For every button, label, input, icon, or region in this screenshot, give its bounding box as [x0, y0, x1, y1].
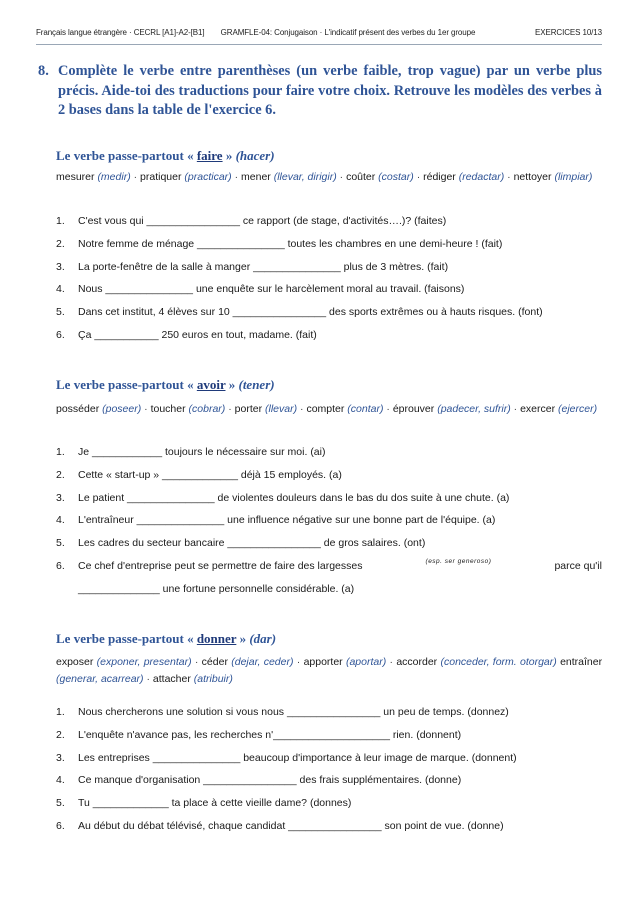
- list-item: 2. Notre femme de ménage _______________ toutes les chambres en une demi-heure ! (fait): [56, 237, 503, 250]
- vocab-translation: (cobrar): [188, 403, 226, 415]
- vocab-word: rédiger: [423, 171, 456, 183]
- vocab-word: attacher: [152, 673, 191, 685]
- vocab-translation: (dejar, ceder): [231, 656, 294, 668]
- item-text: Je ____________ toujours le nécessaire sur moi. (ai): [78, 446, 326, 458]
- item-text: Les entreprises _______________ beaucoup d'importance à leur image de marque. (donnent): [78, 751, 517, 764]
- vocab-word: entraîner: [560, 656, 603, 668]
- vocab-translation: (conceder, form. otorgar): [440, 656, 557, 668]
- list-item: 4. L'entraîneur _______________ une influence négative sur une bonne part de l'équipe. (a): [56, 514, 496, 527]
- vocab-word: accorder: [396, 656, 438, 668]
- vocab-translation: (generar, acarrear): [56, 673, 144, 685]
- vocab-donner: exposer (exponer, presentar) · céder (dejar, ceder) · apporter (aportar) · accorder (conceder, form. otorgar) entraîner (generar, acarrear) · attacher (atribuir): [56, 656, 603, 685]
- exercise-number: 8.: [38, 63, 49, 79]
- section-translation: (hacer): [235, 148, 275, 163]
- item-text: Nous _______________ une enquête sur le harcèlement moral au travail. (faisons): [78, 283, 465, 296]
- section-title-suffix: »: [228, 377, 236, 392]
- exercise-list-faire: [56, 210, 602, 347]
- item-line: [78, 555, 602, 578]
- item-text: Ce manque d'organisation ________________ des frais supplémentaires. (donne): [78, 774, 462, 787]
- vocab-translation: (medir): [97, 171, 131, 183]
- exercise-counter: EXERCICES 10/13: [535, 28, 602, 37]
- list-item: 3. La porte-fenêtre de la salle à manger _______________ plus de 3 mètres. (fait): [56, 260, 449, 273]
- item-text: Les cadres du secteur bancaire ________________ de gros salaires. (ont): [78, 537, 426, 550]
- instruction-text: Complète le verbe entre parenthèses (un verbe faible, trop vague) par un verbe plus précis. Aide-toi des traductions pour faire votre choix. Retrouve les modèles des verbes à 2 bases dans la table de l'exercice 6.: [58, 63, 602, 118]
- vocab-translation: (poseer): [102, 403, 142, 415]
- vocab-word: coûter: [346, 171, 376, 183]
- item-text: C'est vous qui ________________ ce rapport (de stage, d'activités….)? (faites): [78, 215, 447, 227]
- vocab-word: porter: [234, 403, 263, 415]
- exercise-instruction: [38, 62, 602, 121]
- list-item: 5. Tu _____________ ta place à cette vieille dame? (donnes): [56, 797, 352, 810]
- exercise-list-donner: [56, 701, 602, 838]
- section-verb: donner: [196, 631, 237, 646]
- section-title-avoir: [56, 377, 275, 393]
- list-item: 2. Cette « start-up » _____________ déjà 15 employés. (a): [56, 468, 342, 481]
- section-title-faire: [56, 148, 275, 164]
- vocab-word: exposer: [56, 656, 94, 668]
- vocab-word: mesurer: [56, 171, 95, 183]
- item-text: Ça ___________ 250 euros en tout, madame. (fait): [78, 328, 317, 341]
- item-text: Notre femme de ménage _______________ toutes les chambres en une demi-heure ! (fait): [78, 237, 503, 250]
- course-label: Français langue étrangère · CECRL [A1]-A2-[B1]: [36, 28, 205, 37]
- item-text: Cette « start-up » _____________ déjà 15 employés. (a): [78, 468, 342, 481]
- item-text: Nous chercherons une solution si vous nous ________________ un peu de temps. (donnez): [78, 706, 509, 718]
- section-verb: faire: [196, 148, 223, 163]
- section-title-prefix: Le verbe passe-partout «: [56, 377, 194, 392]
- vocab-translation: (aportar): [345, 656, 387, 668]
- vocab-faire: mesurer (medir) · pratiquer (practicar) · mener (llevar, dirigir) · coûter (costar) · rédiger (redactar) · nettoyer (limpiar): [56, 171, 593, 183]
- section-title-suffix: »: [239, 631, 247, 646]
- item-text: Le patient _______________ de violentes douleurs dans le bas du dos suite à une chute. (a): [78, 491, 510, 504]
- item-text: Dans cet institut, 4 élèves sur 10 ________________ des sports extrêmes ou à hauts risques. (font): [78, 306, 543, 319]
- list-item: 1. Nous chercherons une solution si vous nous ________________ un peu de temps. (donnez): [56, 706, 509, 718]
- vocab-word: compter: [306, 403, 345, 415]
- vocab-translation: (llevar): [265, 403, 298, 415]
- exercise-list-avoir: [56, 441, 602, 601]
- list-item: 5. Dans cet institut, 4 élèves sur 10 ________________ des sports extrêmes ou à hauts risques. (font): [56, 306, 543, 319]
- item-footnote: (esp. ser generoso): [425, 557, 492, 565]
- list-item: 4. Ce manque d'organisation ________________ des frais supplémentaires. (donne): [56, 774, 462, 787]
- section-title-donner: [56, 631, 276, 647]
- vocab-translation: (llevar, dirigir): [273, 171, 337, 183]
- list-item: 3. Le patient _______________ de violentes douleurs dans le bas du dos suite à une chute. (a): [56, 491, 510, 504]
- list-item: 3. Les entreprises _______________ beaucoup d'importance à leur image de marque. (donnent): [56, 751, 517, 764]
- list-item: 6. Ce chef d'entreprise peut se permettre de faire des largesses (esp. ser generoso) parce qu'il ______________ une fortune personnelle considérable. (a): [56, 555, 602, 601]
- item-text: L'enquête n'avance pas, les recherches n'____________________ rien. (donnent): [78, 728, 462, 741]
- vocab-translation: (exponer, presentar): [96, 656, 192, 668]
- section-title-suffix: »: [225, 148, 233, 163]
- vocab-word: nettoyer: [513, 171, 552, 183]
- list-item: 1. C'est vous qui ________________ ce rapport (de stage, d'activités….)? (faites): [56, 215, 447, 227]
- list-item: 2. L'enquête n'avance pas, les recherches n'____________________ rien. (donnent): [56, 728, 462, 741]
- vocab-translation: (contar): [347, 403, 384, 415]
- vocab-word: posséder: [56, 403, 100, 415]
- section-translation: (tener): [238, 377, 275, 392]
- vocab-word: toucher: [150, 403, 186, 415]
- item-text: Tu _____________ ta place à cette vieille dame? (donnes): [78, 797, 352, 810]
- list-item: 5. Les cadres du secteur bancaire ________________ de gros salaires. (ont): [56, 537, 426, 550]
- vocab-word: pratiquer: [140, 171, 182, 183]
- vocab-translation: (redactar): [458, 171, 505, 183]
- vocab-translation: (atribuir): [193, 673, 233, 685]
- vocab-avoir: posséder (poseer) · toucher (cobrar) · porter (llevar) · compter (contar) · éprouver (padecer, sufrir) · exercer (ejercer): [56, 403, 598, 415]
- list-item: 6. Ça ___________ 250 euros en tout, madame. (fait): [56, 328, 317, 341]
- item-text: L'entraîneur _______________ une influence négative sur une bonne part de l'équipe. (a): [78, 514, 496, 527]
- list-item: 4. Nous _______________ une enquête sur le harcèlement moral au travail. (faisons): [56, 283, 465, 296]
- vocab-translation: (practicar): [184, 171, 232, 183]
- item-text: La porte-fenêtre de la salle à manger _______________ plus de 3 mètres. (fait): [78, 260, 449, 273]
- vocab-word: apporter: [303, 656, 343, 668]
- vocab-word: éprouver: [392, 403, 435, 415]
- vocab-translation: (ejercer): [558, 403, 598, 415]
- list-item: 1. Je ____________ toujours le nécessaire sur moi. (ai): [56, 446, 326, 458]
- section-title-prefix: Le verbe passe-partout «: [56, 148, 194, 163]
- list-item: 6. Au début du débat télévisé, chaque candidat ________________ son point de vue. (donne): [56, 819, 504, 832]
- module-label: GRAMFLE-04: Conjugaison · L'indicatif présent des verbes du 1er groupe: [220, 28, 476, 37]
- vocab-word: mener: [241, 171, 271, 183]
- section-title-prefix: Le verbe passe-partout «: [56, 631, 194, 646]
- vocab-translation: (padecer, sufrir): [437, 403, 511, 415]
- vocab-translation: (limpiar): [554, 171, 593, 183]
- item-text: Ce chef d'entreprise peut se permettre de faire des largesses: [78, 559, 363, 572]
- item-text: Au début du débat télévisé, chaque candidat ________________ son point de vue. (donne): [78, 819, 504, 832]
- vocab-word: exercer: [520, 403, 556, 415]
- section-translation: (dar): [249, 631, 277, 646]
- header-divider: [36, 44, 602, 45]
- vocab-word: céder: [201, 656, 228, 668]
- item-text: parce qu'il: [554, 559, 602, 572]
- section-verb: avoir: [196, 377, 226, 392]
- page-header: [36, 28, 602, 37]
- item-text-continued: ______________ une fortune personnelle considérable. (a): [78, 582, 355, 595]
- vocab-translation: (costar): [378, 171, 414, 183]
